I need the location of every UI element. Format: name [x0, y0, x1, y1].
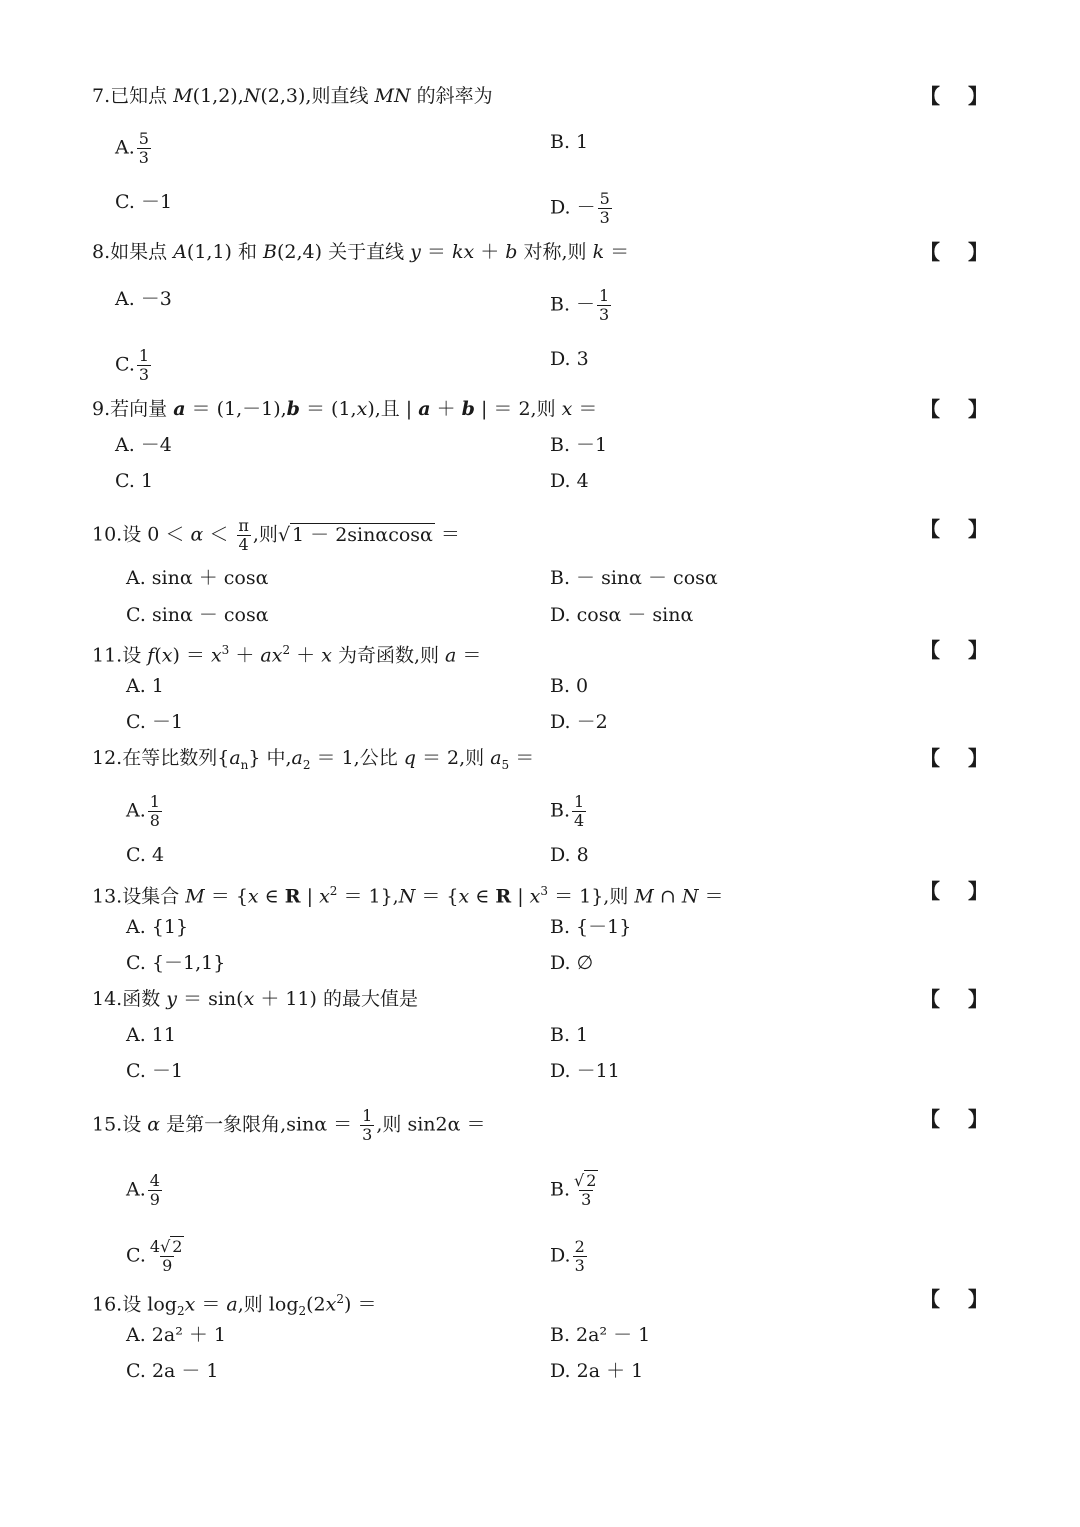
stem-text: ),且 |	[367, 398, 419, 420]
stem-text: (	[154, 644, 162, 667]
subscript: 2	[176, 1304, 185, 1319]
stem-text: 函数	[122, 988, 167, 1010]
bracket-close: 】	[968, 638, 988, 662]
question-10	[92, 517, 460, 554]
subscript: n	[240, 757, 249, 772]
stem-math: b	[505, 241, 518, 263]
stem-math: A	[173, 241, 187, 263]
bracket-close: 】	[968, 1107, 988, 1131]
stem-math: x	[210, 644, 222, 667]
stem-math: q	[403, 747, 416, 769]
stem-text: ＝ 1},	[337, 885, 399, 908]
option-c: C. 1	[115, 470, 154, 492]
stem-text: 若向量	[110, 398, 174, 420]
answer-bracket[interactable]	[920, 879, 988, 903]
stem-text: (2,4) 关于直线	[277, 241, 411, 263]
stem-text: (2,3),则直线	[260, 85, 375, 107]
stem-math: a	[490, 747, 502, 769]
stem-math: x	[161, 644, 173, 667]
numerator: 5	[599, 189, 610, 208]
stem-text: ＝	[604, 241, 630, 263]
stem-text: | ＝ 2,则	[474, 398, 562, 420]
option-a	[115, 130, 153, 167]
bracket-open: 【	[920, 746, 940, 770]
option-label: B. －	[550, 293, 596, 316]
stem-text: (1,2),	[192, 85, 244, 107]
option-b: B. －1	[550, 434, 608, 456]
option-label: B.	[550, 799, 571, 822]
stem-text: ＋	[474, 241, 506, 263]
numerator: 1	[574, 792, 585, 811]
stem-text: 设 log	[122, 1293, 177, 1316]
bracket-open: 【	[920, 987, 940, 1011]
fraction	[360, 1107, 374, 1144]
option-c: C. 4	[126, 844, 165, 866]
denominator: 3	[138, 365, 150, 384]
stem-text: ＝	[509, 747, 535, 769]
bracket-open: 【	[920, 397, 940, 421]
denominator: 4	[574, 811, 585, 830]
stem-text: ＋	[430, 398, 462, 420]
bracket-close: 】	[968, 1287, 988, 1311]
question-16	[92, 1287, 376, 1323]
stem-text: 在等比数列{	[122, 747, 230, 769]
stem-math: B	[263, 241, 278, 263]
option-b: B. 1	[550, 1024, 589, 1046]
stem-math: a	[226, 1293, 238, 1316]
stem-text: ＝ 1,公比	[310, 747, 404, 769]
stem-text: ∈	[258, 885, 285, 908]
option-d	[550, 1238, 589, 1275]
stem-vector: b	[461, 398, 475, 420]
option-c: C. 2a － 1	[126, 1360, 219, 1382]
fraction	[148, 1172, 162, 1209]
fraction	[137, 130, 151, 167]
subscript: 5	[501, 757, 510, 772]
option-d: D. 8	[550, 844, 589, 866]
option-b: B. 2a² － 1	[550, 1324, 651, 1346]
question-number: 9.	[92, 398, 111, 420]
stem-math: MN	[374, 85, 411, 107]
stem-text: 已知点	[110, 85, 174, 107]
denominator: 3	[574, 1256, 585, 1275]
option-label: A.	[126, 1178, 146, 1201]
bracket-close: 】	[968, 987, 988, 1011]
question-12	[92, 746, 534, 777]
stem-text: |	[300, 885, 320, 908]
stem-text: ∈	[469, 885, 496, 908]
option-a	[126, 1172, 164, 1209]
option-label: D. －	[550, 196, 596, 219]
question-number: 15.	[92, 1113, 123, 1136]
fraction	[137, 347, 151, 384]
numerator: 2	[574, 1237, 585, 1256]
numerator: 1	[138, 346, 150, 365]
stem-text: ) ＝	[344, 1293, 377, 1316]
stem-math: k	[592, 241, 605, 263]
bracket-close: 】	[968, 397, 988, 421]
question-number: 10.	[92, 523, 123, 546]
answer-bracket[interactable]	[920, 1287, 988, 1311]
option-a: A. －3	[115, 288, 172, 310]
question-number: 16.	[92, 1293, 123, 1316]
denominator: 3	[599, 305, 610, 324]
stem-math: f	[147, 644, 155, 667]
answer-bracket[interactable]	[920, 84, 988, 108]
option-label: A.	[126, 799, 146, 822]
stem-math: a	[229, 747, 241, 769]
stem-text: ＝	[434, 523, 460, 546]
stem-math: R	[495, 885, 512, 908]
question-14	[92, 987, 418, 1011]
option-a: A. {1}	[126, 916, 189, 938]
stem-text: ＋ 11) 的最大值是	[254, 988, 418, 1010]
bracket-close: 】	[968, 240, 988, 264]
radicand: 2	[172, 1237, 183, 1256]
option-b	[550, 793, 588, 830]
stem-math: x	[247, 885, 259, 908]
numerator: π	[238, 516, 249, 535]
answer-bracket[interactable]	[920, 987, 988, 1011]
coefficient: 4	[149, 1237, 161, 1256]
fraction	[572, 793, 586, 830]
question-number: 13.	[92, 885, 123, 908]
option-b: B. 0	[550, 675, 589, 697]
question-9	[92, 397, 597, 421]
option-d: D. －11	[550, 1060, 620, 1082]
denominator: 8	[149, 811, 160, 830]
sqrt: √ 2	[574, 1171, 597, 1190]
option-c: C. {－1,1}	[126, 952, 226, 974]
answer-bracket[interactable]	[920, 746, 988, 770]
option-a: A. 11	[126, 1024, 176, 1046]
stem-text: 设	[122, 644, 148, 667]
option-b: B. {－1}	[550, 916, 632, 938]
stem-math: x	[321, 644, 332, 667]
stem-text: ＝ 1},则	[548, 885, 635, 908]
option-label: B.	[550, 1178, 571, 1201]
stem-text: ＝ 2,则	[415, 747, 491, 769]
stem-math: x	[529, 885, 541, 908]
exponent: 3	[221, 643, 230, 657]
stem-text: ＝	[195, 1293, 227, 1316]
option-d: D. －2	[550, 711, 608, 733]
stem-text: ＋	[229, 644, 261, 667]
stem-text: ＜	[203, 523, 235, 546]
stem-text: } 中,	[248, 747, 292, 769]
stem-math: x	[319, 885, 330, 908]
bracket-open: 【	[920, 1287, 940, 1311]
stem-text: ＝ {	[415, 885, 459, 908]
question-number: 14.	[92, 988, 123, 1010]
stem-math: M	[634, 885, 654, 908]
stem-text: 对称,则	[517, 241, 593, 263]
option-a: A. 1	[126, 675, 164, 697]
stem-text: ,则 sin2α ＝	[376, 1113, 486, 1136]
subscript: 2	[298, 1304, 307, 1319]
option-label: C.	[115, 353, 135, 376]
question-11	[92, 638, 481, 667]
option-d: D. 3	[550, 348, 589, 370]
option-c: C. －1	[126, 1060, 184, 1082]
fraction	[236, 517, 251, 554]
question-8	[92, 240, 629, 264]
answer-bracket[interactable]	[920, 1107, 988, 1131]
bracket-open: 【	[920, 517, 940, 541]
option-a: A. sinα ＋ cosα	[126, 567, 269, 589]
exponent: 3	[540, 884, 549, 898]
bracket-close: 】	[968, 879, 988, 903]
stem-math: y	[166, 988, 177, 1010]
denominator: 3	[599, 208, 610, 227]
numerator: 1	[599, 286, 610, 305]
denominator: 3	[138, 148, 149, 167]
denominator: 3	[581, 1190, 592, 1209]
denominator: 3	[362, 1125, 373, 1144]
stem-text: 的斜率为	[410, 85, 493, 107]
numerator: 4	[149, 1171, 160, 1190]
stem-text: ＝ {	[204, 885, 248, 908]
stem-text: (1,1) 和	[186, 241, 264, 263]
stem-math: x	[243, 988, 255, 1010]
bracket-close: 】	[968, 84, 988, 108]
stem-text: ＝	[456, 644, 482, 667]
stem-math: M	[173, 85, 193, 107]
stem-text: 设	[122, 1113, 148, 1136]
stem-math: x	[458, 885, 470, 908]
option-b: B. － sinα － cosα	[550, 567, 718, 589]
stem-math: N	[681, 885, 699, 908]
question-13	[92, 879, 724, 908]
bracket-open: 【	[920, 879, 940, 903]
bracket-close: 】	[968, 746, 988, 770]
stem-vector: b	[286, 398, 300, 420]
option-a: A. －4	[115, 434, 172, 456]
exponent: 2	[336, 1292, 344, 1306]
option-c	[115, 347, 153, 384]
stem-math: x	[325, 1293, 337, 1316]
exponent: 2	[282, 643, 291, 657]
stem-text: ∩	[653, 885, 682, 908]
numerator	[148, 1238, 187, 1256]
sqrt: √ 2	[160, 1237, 183, 1256]
stem-math: N	[398, 885, 416, 908]
answer-bracket[interactable]	[920, 240, 988, 264]
stem-text: ,则 log	[237, 1293, 299, 1316]
stem-math: x	[184, 1293, 196, 1316]
stem-math: kx	[451, 241, 475, 263]
option-d: D. cosα － sinα	[550, 604, 694, 626]
stem-math: ax	[260, 644, 283, 667]
stem-math: R	[284, 885, 301, 908]
option-b	[550, 287, 613, 324]
radicand: 2	[586, 1171, 597, 1190]
option-label: A.	[115, 136, 135, 159]
bracket-close: 】	[968, 517, 988, 541]
sqrt: √ 1 － 2sinαcosα	[277, 523, 433, 546]
option-a	[126, 793, 164, 830]
stem-math: α	[147, 1113, 161, 1136]
stem-vector: a	[173, 398, 186, 420]
bracket-open: 【	[920, 1107, 940, 1131]
option-c	[126, 1238, 188, 1275]
option-a: A. 2a² ＋ 1	[126, 1324, 227, 1346]
numerator: 5	[138, 129, 149, 148]
stem-math: a	[445, 644, 457, 667]
stem-text: ＝	[420, 241, 452, 263]
stem-text: ＝ sin(	[177, 988, 244, 1010]
stem-text: ＝	[572, 398, 598, 420]
question-15	[92, 1107, 485, 1144]
fraction	[148, 1238, 187, 1275]
answer-bracket[interactable]	[920, 517, 988, 541]
fraction	[148, 793, 162, 830]
stem-text: ＝ (1,	[299, 398, 357, 420]
question-number: 12.	[92, 747, 123, 769]
question-number: 8.	[92, 241, 111, 263]
option-d	[550, 190, 614, 227]
subscript: 2	[302, 757, 311, 772]
stem-math: x	[356, 398, 368, 420]
option-b: B. 1	[550, 131, 589, 153]
stem-text: ＋	[290, 644, 322, 667]
stem-text: (2	[306, 1293, 326, 1316]
bracket-open: 【	[920, 240, 940, 264]
stem-math: a	[291, 747, 303, 769]
option-label: C.	[126, 1244, 146, 1267]
bracket-open: 【	[920, 638, 940, 662]
fraction	[597, 287, 611, 324]
stem-text: 为奇函数,则	[331, 644, 446, 667]
fraction	[573, 1238, 587, 1275]
stem-text: ,则	[252, 523, 278, 546]
stem-math: α	[190, 523, 204, 546]
stem-text: 设 0 ＜	[122, 523, 191, 546]
option-c: C. －1	[126, 711, 184, 733]
stem-text: 是第一象限角,sinα ＝	[160, 1113, 359, 1136]
answer-bracket[interactable]	[920, 397, 988, 421]
numerator	[572, 1172, 600, 1190]
stem-text: 设集合	[122, 885, 186, 908]
stem-text: |	[511, 885, 530, 908]
option-d: D. ∅	[550, 952, 594, 974]
answer-bracket[interactable]	[920, 638, 988, 662]
stem-math: y	[410, 241, 421, 263]
stem-math: N	[243, 85, 261, 107]
stem-math: M	[185, 885, 205, 908]
denominator: 9	[162, 1256, 173, 1275]
numerator: 1	[362, 1106, 373, 1125]
question-7	[92, 84, 493, 108]
bracket-open: 【	[920, 84, 940, 108]
stem-math: x	[561, 398, 573, 420]
exponent: 2	[329, 884, 338, 898]
denominator: 9	[149, 1190, 160, 1209]
radicand: 1 － 2sinαcosα	[292, 523, 433, 546]
stem-text: ) ＝	[172, 644, 211, 667]
denominator: 4	[238, 535, 249, 554]
question-number: 11.	[92, 644, 123, 667]
option-label: D.	[550, 1244, 571, 1267]
stem-text: ＝	[698, 885, 724, 908]
numerator: 1	[149, 792, 160, 811]
option-b	[550, 1172, 602, 1209]
option-d: D. 2a ＋ 1	[550, 1360, 644, 1382]
fraction	[598, 190, 612, 227]
option-d: D. 4	[550, 470, 589, 492]
stem-vector: a	[418, 398, 431, 420]
stem-text: ＝ (1,－1),	[185, 398, 287, 420]
option-c: C. －1	[115, 191, 173, 213]
stem-text: 如果点	[110, 241, 174, 263]
question-number: 7.	[92, 85, 111, 107]
option-c: C. sinα － cosα	[126, 604, 269, 626]
fraction	[572, 1172, 600, 1209]
